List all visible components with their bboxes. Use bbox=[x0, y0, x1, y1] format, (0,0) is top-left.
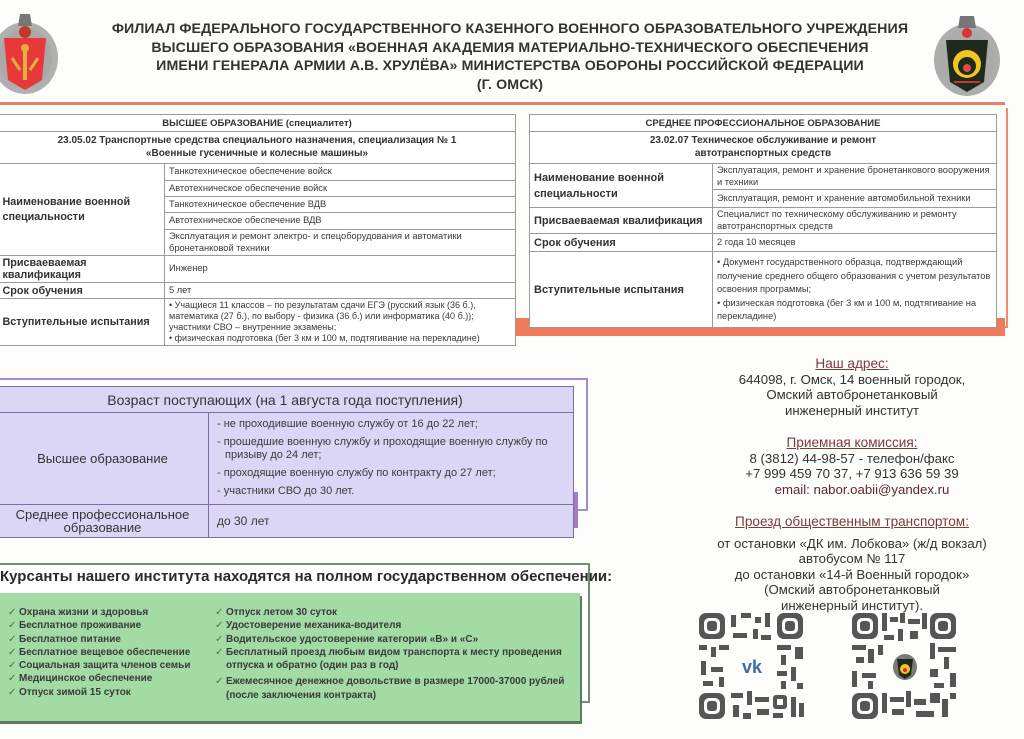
benefit-item: ✓ Отпуск летом 30 суток bbox=[215, 607, 337, 618]
age-title: Возраст поступающих (на 1 августа года поступления) bbox=[0, 387, 574, 413]
check-icon: ✓ bbox=[215, 646, 224, 658]
exams-label: Вступительные испытания bbox=[0, 299, 165, 346]
institution-title bbox=[90, 20, 930, 94]
vk-logo-icon: vk bbox=[741, 657, 763, 677]
qualification-value: Инженер bbox=[165, 256, 516, 283]
header-divider bbox=[0, 102, 1005, 105]
benefit-item: ✓ Бесплатное вещевое обеспечение bbox=[8, 646, 191, 658]
check-icon: ✓ bbox=[215, 676, 224, 688]
benefits-title: Курсанты нашего института находятся на полном государственном обеспечении: bbox=[0, 568, 613, 585]
title-line: (Г. ОМСК) bbox=[476, 76, 544, 93]
transport-line: автобусом № 117 bbox=[798, 551, 906, 566]
duration-label: Срок обучения bbox=[0, 283, 165, 299]
title-line: ИМЕНИ ГЕНЕРАЛА АРМИИ А.В. ХРУЛЁВА» МИНИСТЕРСТВА ОБОРОНЫ РОССИЙСКОЙ ФЕДЕРАЦИИ bbox=[156, 58, 864, 74]
benefit-item: ✓ Социальная защита членов семьи bbox=[8, 660, 191, 672]
qualification-value: Специалист по техническому обслуживанию и ремонту автотранспортных средств bbox=[713, 208, 997, 234]
secondary-age-value: до 30 лет bbox=[209, 505, 574, 538]
transport-line: (Омский автобронетанковый bbox=[764, 582, 940, 597]
admissions-heading: Приемная комиссия: bbox=[786, 435, 918, 450]
title-line: ВЫСШЕГО ОБРАЗОВАНИЯ «ВОЕННАЯ АКАДЕМИЯ МАТЕРИАЛЬНО-ТЕХНИЧЕСКОГО ОБЕСПЕЧЕНИЯ bbox=[151, 39, 869, 56]
mobile-phones[interactable]: +7 999 459 70 37, +7 913 636 59 39 bbox=[745, 466, 959, 481]
program-name bbox=[0, 132, 516, 164]
age-item: - проходящие военную службу по контракту до 27 лет; bbox=[217, 467, 496, 479]
title-line: ФИЛИАЛ ФЕДЕРАЛЬНОГО ГОСУДАРСТВЕННОГО КАЗЕННОГО ВОЕННОГО ОБРАЗОВАТЕЛЬНОГО УЧРЕЖДЕНИЯ bbox=[111, 21, 909, 37]
higher-education-table bbox=[0, 114, 516, 346]
program-line: «Военные гусеничные и колесные машины» bbox=[145, 147, 369, 159]
vk-qr-code[interactable] bbox=[697, 611, 807, 723]
program-name bbox=[530, 132, 997, 164]
exams-value bbox=[165, 299, 516, 346]
duration-label: Срок обучения bbox=[530, 234, 713, 252]
age-table bbox=[0, 386, 574, 538]
specialty-item: Эксплуатация и ремонт электро- и спецоборудования и автоматики бронетанковой техники bbox=[165, 230, 516, 256]
secondary-education-table bbox=[529, 114, 997, 328]
academy-emblem-icon bbox=[0, 8, 60, 96]
address-line: 644098, г. Омск, 14 военный городок, bbox=[738, 371, 966, 387]
benefit-item: ✓ Бесплатное питание bbox=[8, 633, 121, 645]
check-icon: ✓ bbox=[8, 673, 17, 685]
check-icon: ✓ bbox=[215, 620, 224, 632]
benefit-item: ✓ Удостоверение механика-водителя bbox=[215, 620, 402, 632]
transport-heading: Проезд общественным транспортом: bbox=[735, 514, 969, 529]
specialty-item: Танкотехническое обеспечение войск bbox=[165, 164, 516, 181]
specialty-item: Автотехническое обеспечение войск bbox=[165, 181, 516, 197]
benefit-item: ✓ Медицинское обеспечение bbox=[8, 673, 153, 685]
age-item: - не проходившие военную службу от 16 до 22 лет; bbox=[217, 418, 478, 430]
program-line: автотранспортных средств bbox=[694, 147, 832, 159]
check-icon: ✓ bbox=[8, 660, 17, 672]
secondary-age-label: Среднее профессиональное образование bbox=[0, 505, 209, 538]
check-icon: ✓ bbox=[8, 620, 17, 632]
higher-age-label: Высшее образование bbox=[0, 413, 209, 505]
benefit-item: ✓ Бесплатный проезд любым видом транспорта к месту проведения отпуска и обратно (один раз в год) bbox=[215, 646, 562, 672]
table-title: СРЕДНЕЕ ПРОФЕССИОНАЛЬНОЕ ОБРАЗОВАНИЕ bbox=[530, 115, 997, 132]
address-line: инженерный институт bbox=[784, 402, 920, 418]
qualification-label: Присваеваемая квалификация bbox=[530, 208, 713, 234]
program-line: 23.02.07 Техническое обслуживание и ремонт bbox=[649, 135, 877, 146]
benefit-item: ✓ Ежемесячное денежное довольствие в размере 17000-37000 рублей (после заключения контракта) bbox=[215, 676, 565, 701]
age-item: - прошедшие военную службу и проходящие военную службу по призыву до 24 лет; bbox=[217, 436, 548, 461]
address-heading: Наш адрес: bbox=[815, 356, 889, 371]
duration-value: 2 года 10 месяцев bbox=[713, 234, 997, 252]
transport-line: инженерный институт). bbox=[780, 597, 924, 613]
higher-age-values bbox=[209, 413, 574, 505]
benefits-column-1 bbox=[8, 606, 218, 699]
qualification-label: Присваеваемая квалификация bbox=[0, 256, 165, 283]
specialty-item: Танкотехническое обеспечение ВДВ bbox=[165, 197, 516, 213]
check-icon: ✓ bbox=[8, 607, 17, 618]
exam-item: • Документ государственного образца, подтверждающий получение среднего общего образования с учетом результатов освоения программы; bbox=[717, 257, 991, 295]
institute-emblem-icon bbox=[893, 654, 917, 680]
exam-item: • физическая подготовка (бег 3 км и 100 м, подтягивание на перекладине) bbox=[169, 333, 480, 344]
specialty-label: Наименование военной специальности bbox=[0, 164, 165, 256]
benefit-item: ✓ Водительское удостоверение категории «В» и «С» bbox=[215, 633, 479, 645]
exam-item: • физическая подготовка (бег 3 км и 100 м, подтягивание на перекладине) bbox=[717, 297, 977, 322]
table-title: ВЫСШЕЕ ОБРАЗОВАНИЕ (специалитет) bbox=[0, 115, 516, 132]
specialty-item: Эксплуатация, ремонт и хранение автомобильной техники bbox=[713, 190, 997, 208]
check-icon: ✓ bbox=[8, 646, 17, 658]
transport-line: от остановки «ДК им. Лобкова» (ж/д вокзал) bbox=[717, 535, 987, 551]
duration-value: 5 лет bbox=[165, 283, 516, 299]
check-icon: ✓ bbox=[8, 633, 17, 645]
benefit-item: ✓ Отпуск зимой 15 суток bbox=[8, 686, 131, 698]
institute-qr-code[interactable] bbox=[850, 611, 960, 723]
transport-line: до остановки «14-й Военный городок» bbox=[734, 566, 970, 582]
email-link[interactable]: email: nabor.oabii@yandex.ru bbox=[774, 481, 950, 497]
address-line: Омский автобронетанковый bbox=[766, 387, 938, 402]
exams-value bbox=[713, 252, 997, 328]
age-item: - участники СВО до 30 лет. bbox=[217, 485, 355, 497]
specialty-item: Эксплуатация, ремонт и хранение бронетанкового вооружения и техники bbox=[713, 164, 997, 190]
specialty-label: Наименование военной специальности bbox=[530, 164, 713, 208]
exam-item: • Учащиеся 11 классов – по результатам сдачи ЕГЭ (русский язык (36 б.), математика (27 б.), по выбору - физика (36 б.) или информатика (40 б.)); участники СВО – внутренние экзамены; bbox=[169, 300, 476, 333]
exams-label: Вступительные испытания bbox=[530, 252, 713, 328]
benefits-column-2 bbox=[215, 606, 575, 702]
check-icon: ✓ bbox=[8, 686, 17, 698]
benefit-item: ✓ Бесплатное проживание bbox=[8, 620, 142, 632]
phone-fax[interactable]: 8 (3812) 44-98-57 - телефон/факс bbox=[749, 450, 955, 466]
institute-emblem-icon bbox=[932, 12, 1002, 98]
contacts-block bbox=[680, 356, 1024, 613]
check-icon: ✓ bbox=[215, 633, 224, 645]
specialty-item: Автотехническое обеспечение ВДВ bbox=[165, 213, 516, 230]
benefit-item: ✓ Охрана жизни и здоровья bbox=[8, 607, 149, 618]
check-icon: ✓ bbox=[215, 607, 224, 618]
program-line: 23.05.02 Транспортные средства специального назначения, специализация № 1 bbox=[57, 135, 457, 146]
